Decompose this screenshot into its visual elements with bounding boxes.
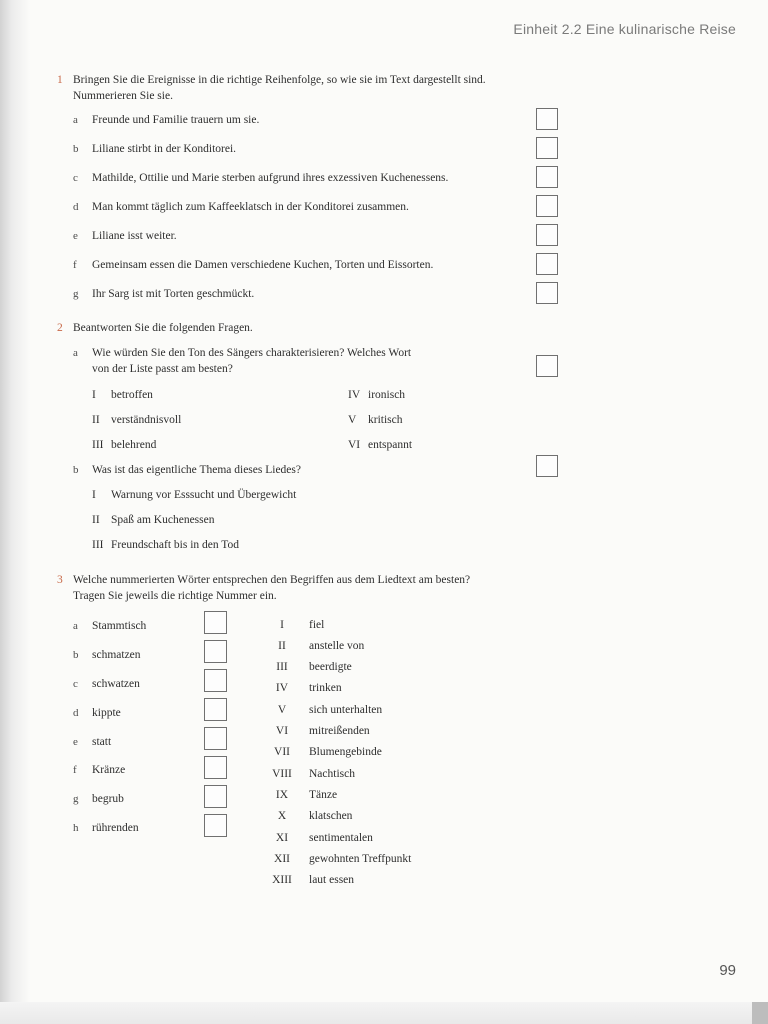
ex2a-letter: a [73, 347, 78, 359]
page-corner [752, 1002, 768, 1024]
ex3-answer-text: laut essen [309, 874, 355, 886]
ex3-answer-box-c[interactable] [204, 669, 227, 692]
ex3-answer-text: sich unterhalten [309, 704, 383, 716]
ex2a-option-numeral: VI [348, 439, 361, 451]
ex3-answer-box-d[interactable] [204, 698, 227, 721]
ex2a-question: Wie würden Sie den Ton des Sängers charakterisieren? Welches Wort [92, 347, 412, 359]
ex2a-option-numeral: V [348, 414, 357, 426]
ex3-answer-text: sentimentalen [309, 832, 373, 844]
ex1-item-text: Man kommt täglich zum Kaffeeklatsch in der Konditorei zusammen. [92, 201, 409, 213]
ex1-item-text: Freunde und Familie trauern um sie. [92, 114, 260, 126]
ex3-answer-box-b[interactable] [204, 640, 227, 663]
ex3-answer-numeral: IV [275, 682, 289, 694]
ex2a-option-numeral: I [92, 389, 96, 401]
ex1-item-text: Liliane isst weiter. [92, 230, 177, 242]
ex3-answer-numeral: XII [274, 853, 290, 865]
ex2a-option-text: belehrend [111, 439, 157, 451]
ex3-answer-text: Nachtisch [309, 768, 355, 780]
ex3-answer-numeral: VIII [272, 768, 292, 780]
ex1-item-letter: e [73, 230, 78, 242]
ex2a-option-text: ironisch [368, 389, 406, 401]
ex3-term-letter: d [73, 707, 79, 719]
ex2a-option-numeral: IV [348, 389, 361, 401]
ex1-item-letter: d [73, 201, 79, 213]
ex2b-letter: b [73, 464, 79, 476]
ex1-item-text: Ihr Sarg ist mit Torten geschmückt. [92, 288, 255, 300]
ex3-term-letter: c [73, 678, 78, 690]
ex3-term-text: Kränze [92, 764, 126, 776]
ex2b-option-text: Spaß am Kuchenessen [111, 514, 215, 526]
ex3-answer-numeral: IX [275, 789, 289, 801]
ex2b-option-numeral: I [92, 489, 96, 501]
ex3-term-text: statt [92, 736, 112, 748]
ex3-term-text: schwatzen [92, 678, 140, 690]
ex2b-question: Was ist das eigentliche Thema dieses Liedes? [92, 464, 301, 476]
ex2a-answer-box[interactable] [536, 355, 558, 377]
ex3-answer-numeral: XIII [272, 874, 292, 886]
ex3-answer-text: klatschen [309, 810, 353, 822]
ex1-answer-box-a[interactable] [536, 108, 558, 130]
ex3-term-text: rührenden [92, 822, 139, 834]
ex3-answer-box-a[interactable] [204, 611, 227, 634]
page-gutter-shadow [0, 0, 30, 1024]
ex2a-option-text: verständnisvoll [111, 414, 182, 426]
ex3-term-letter: g [73, 793, 79, 805]
ex1-answer-box-d[interactable] [536, 195, 558, 217]
ex1-item-letter: g [73, 288, 79, 300]
ex3-answer-text: beerdigte [309, 661, 352, 673]
ex1-answer-box-f[interactable] [536, 253, 558, 275]
ex1-answer-box-b[interactable] [536, 137, 558, 159]
ex2b-option-text: Warnung vor Esssucht und Übergewicht [111, 489, 297, 501]
ex2a-option-numeral: II [92, 414, 100, 426]
exercise-3-number: 3 [57, 574, 63, 586]
ex1-item-letter: a [73, 114, 78, 126]
ex3-answer-text: anstelle von [309, 640, 365, 652]
ex3-answer-numeral: X [277, 810, 287, 822]
exercise-1-instruction-cont: Nummerieren Sie sie. [73, 90, 173, 102]
ex3-term-text: Stammtisch [92, 620, 147, 632]
ex2b-option-text: Freundschaft bis in den Tod [111, 539, 240, 551]
ex1-item-text: Liliane stirbt in der Konditorei. [92, 143, 237, 155]
ex1-answer-box-e[interactable] [536, 224, 558, 246]
ex3-answer-text: Tänze [309, 789, 338, 801]
ex2a-question-cont: von der Liste passt am besten? [92, 363, 233, 375]
ex1-answer-box-c[interactable] [536, 166, 558, 188]
ex3-answer-numeral: I [280, 619, 284, 631]
ex2a-option-numeral: III [92, 439, 104, 451]
ex3-term-letter: a [73, 620, 78, 632]
ex3-answer-text: fiel [309, 619, 325, 631]
ex2b-answer-box[interactable] [536, 455, 558, 477]
ex1-item-letter: f [73, 259, 77, 271]
ex2a-option-text: betroffen [111, 389, 153, 401]
exercise-3-instruction-cont: Tragen Sie jeweils die richtige Nummer ein. [73, 590, 277, 602]
ex3-answer-numeral: V [277, 704, 287, 716]
page-bottom-edge [0, 1002, 768, 1024]
exercise-2-instruction: Beantworten Sie die folgenden Fragen. [73, 322, 253, 334]
ex1-item-text: Mathilde, Ottilie und Marie sterben aufgrund ihres exzessiven Kuchenessens. [92, 172, 449, 184]
ex1-answer-box-g[interactable] [536, 282, 558, 304]
page-number: 99 [719, 962, 736, 979]
exercise-2-number: 2 [57, 322, 63, 334]
ex3-answer-box-f[interactable] [204, 756, 227, 779]
exercise-3-instruction: Welche nummerierten Wörter entsprechen den Begriffen aus dem Liedtext am besten? [73, 574, 471, 586]
exercise-1-instruction: Bringen Sie die Ereignisse in die richtige Reihenfolge, so wie sie im Text dargestellt sind. [73, 74, 486, 86]
ex3-answer-numeral: II [278, 640, 286, 652]
ex3-term-letter: b [73, 649, 79, 661]
unit-header: Einheit 2.2 Eine kulinarische Reise [513, 21, 736, 37]
ex1-item-letter: c [73, 172, 78, 184]
ex3-term-letter: f [73, 764, 77, 776]
exercise-1-number: 1 [57, 74, 63, 86]
ex3-answer-text: Blumengebinde [309, 746, 382, 758]
ex3-answer-box-h[interactable] [204, 814, 227, 837]
ex3-answer-text: gewohnten Treffpunkt [309, 853, 412, 865]
ex2a-option-text: kritisch [368, 414, 403, 426]
ex3-answer-box-e[interactable] [204, 727, 227, 750]
ex2a-option-text: entspannt [368, 439, 413, 451]
ex3-term-letter: e [73, 736, 78, 748]
ex3-answer-box-g[interactable] [204, 785, 227, 808]
ex1-item-text: Gemeinsam essen die Damen verschiedene Kuchen, Torten und Eissorten. [92, 259, 434, 271]
ex3-answer-numeral: VII [274, 746, 290, 758]
ex3-answer-numeral: VI [275, 725, 289, 737]
ex3-answer-numeral: III [276, 661, 288, 673]
ex2b-option-numeral: III [92, 539, 104, 551]
ex3-answer-text: trinken [309, 682, 342, 694]
ex3-answer-text: mitreißenden [309, 725, 370, 737]
ex3-term-letter: h [73, 822, 79, 834]
ex1-item-letter: b [73, 143, 79, 155]
ex3-term-text: schmatzen [92, 649, 141, 661]
ex3-term-text: kippte [92, 707, 121, 719]
ex3-answer-numeral: XI [275, 832, 289, 844]
ex3-term-text: begrub [92, 793, 124, 805]
ex2b-option-numeral: II [92, 514, 100, 526]
